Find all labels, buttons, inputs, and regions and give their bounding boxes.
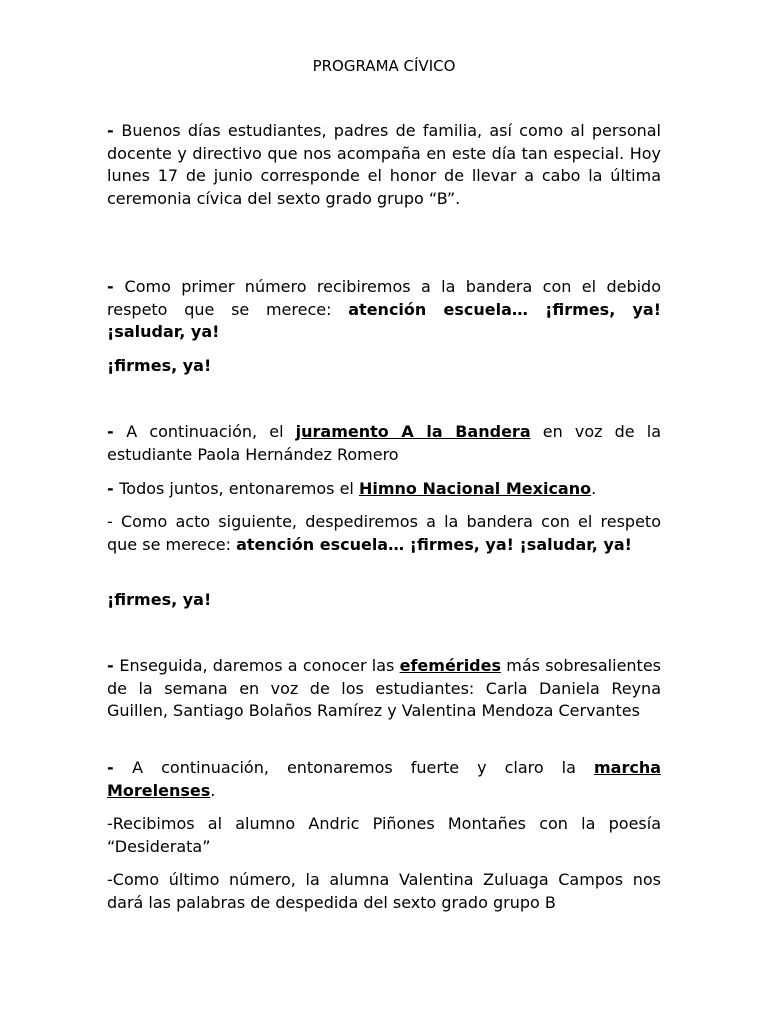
- text-run: Enseguida, daremos a conocer las: [119, 656, 400, 675]
- paragraph-welcome: [107, 120, 661, 210]
- document-page: [107, 0, 661, 1024]
- text-run: -Recibimos al alumno Andric Piñones Montañes con la poesía “Desiderata”: [107, 814, 661, 856]
- bold-emphasis: -: [107, 758, 133, 777]
- text-run: en voz de la estudiante Paola Hernández Romero: [107, 422, 662, 464]
- bold-emphasis: -: [107, 422, 127, 441]
- bold-emphasis: -: [107, 277, 125, 296]
- bold-emphasis: -: [107, 121, 122, 140]
- underlined-emphasis: juramento A la Bandera: [295, 422, 531, 441]
- paragraph-firmes-2: [107, 589, 661, 612]
- text-run: más sobresalientes de la semana en voz de los estudiantes: Carla Daniela Reyna Guillen, Santiago Bolaños Ramírez y Valentina Mendoza Cervantes: [107, 656, 662, 720]
- paragraph-efemerides: [107, 655, 661, 723]
- text-run: Todos juntos, entonaremos el: [119, 479, 359, 498]
- text-run: .: [210, 780, 216, 800]
- text-run: -Como último número, la alumna Valentina Zuluaga Campos nos dará las palabras de despedida del sexto grado grupo B: [107, 870, 661, 912]
- text-run: .: [591, 479, 597, 498]
- bold-emphasis: ¡firmes, ya!: [107, 590, 212, 609]
- document-title: PROGRAMA CÍVICO: [312, 57, 456, 75]
- underlined-emphasis: Himno Nacional Mexicano: [358, 479, 592, 498]
- bold-emphasis: atención escuela… ¡firmes, ya! ¡saludar, ya!: [236, 534, 632, 554]
- paragraph-flag-reception: [107, 276, 661, 344]
- bold-emphasis: ¡firmes, ya!: [107, 356, 212, 375]
- paragraph-juramento: [107, 421, 661, 466]
- bold-emphasis: -: [107, 479, 120, 498]
- bold-emphasis: atención escuela… ¡firmes, ya! ¡saludar, ya!: [107, 299, 662, 341]
- paragraph-firmes-1: [107, 355, 661, 378]
- paragraph-poesia: [107, 813, 661, 858]
- underlined-emphasis: marcha Morelenses: [107, 758, 661, 800]
- paragraph-himno: [107, 478, 661, 501]
- paragraph-marcha: [107, 757, 661, 802]
- text-run: Como primer número recibiremos a la bandera con el debido respeto que se merece:: [107, 277, 661, 319]
- paragraph-despedida: [107, 869, 661, 914]
- underlined-emphasis: efemérides: [399, 656, 501, 675]
- text-run: Buenos días estudiantes, padres de familia, así como al personal docente y directivo que nos acompaña en este día tan especial. Hoy lunes 17 de junio corresponde el honor de llevar a cabo la última ceremonia cívica del sexto grado grupo “B”.: [107, 121, 661, 208]
- text-run: - Como acto siguiente, despediremos a la bandera con el respeto que se merece:: [107, 512, 661, 554]
- paragraph-flag-farewell: [107, 511, 661, 556]
- text-run: A continuación, el: [126, 422, 296, 441]
- bold-emphasis: -: [107, 656, 120, 675]
- text-run: A continuación, entonaremos fuerte y claro la: [132, 758, 594, 777]
